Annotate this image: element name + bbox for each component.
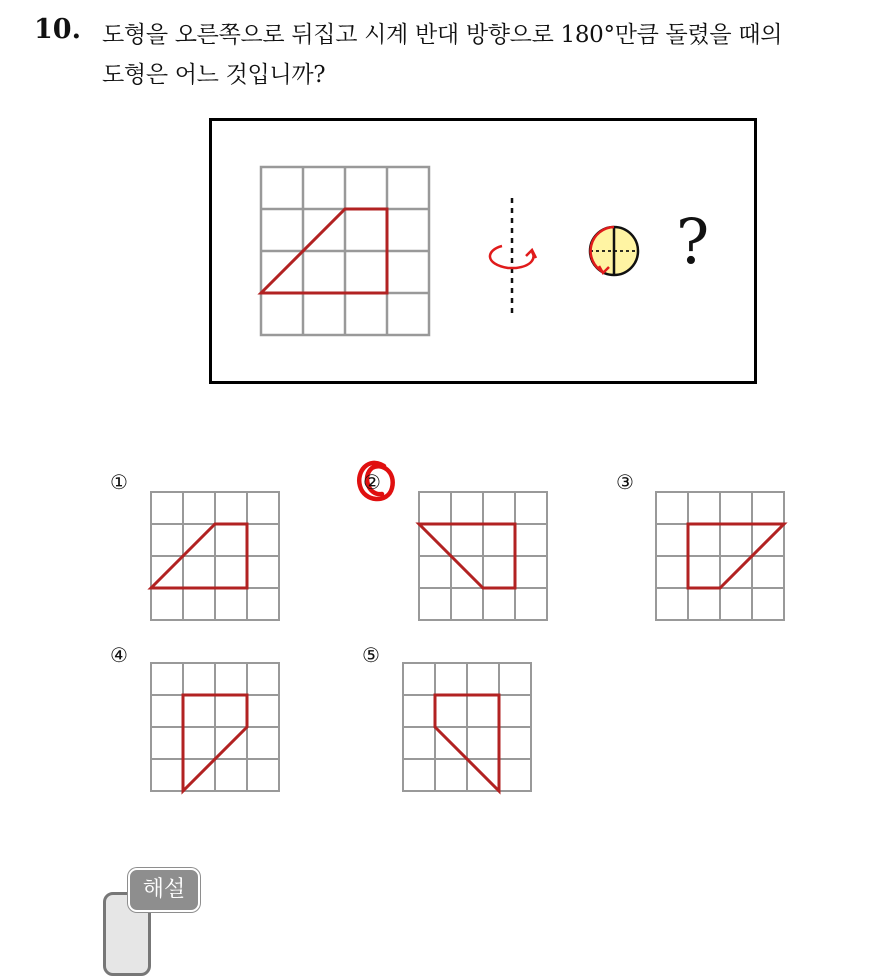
question-text-line2: 도형은 어느 것입니까? [102, 62, 326, 88]
choice-2-grid[interactable] [418, 491, 550, 623]
choice-3-label[interactable]: ③ [616, 470, 634, 494]
choice-2-label[interactable]: ② [363, 470, 381, 494]
question-number: 10. [34, 14, 81, 45]
choice-3-grid[interactable] [655, 491, 787, 623]
choice-4-label[interactable]: ④ [110, 643, 128, 667]
choice-4-grid[interactable] [150, 662, 282, 794]
question-mark: ? [676, 205, 710, 278]
choice-1-label[interactable]: ① [110, 470, 128, 494]
flip-right-icon [482, 196, 542, 321]
choice-5-label[interactable]: ⑤ [362, 643, 380, 667]
rotate-180-ccw-icon [585, 221, 641, 291]
original-shape-grid [260, 166, 432, 338]
question-text-line1: 도형을 오른쪽으로 뒤집고 시계 반대 방향으로 180°만큼 돌렸을 때의 [102, 22, 783, 48]
choice-1-grid[interactable] [150, 491, 282, 623]
figure-box [209, 118, 757, 384]
explanation-button[interactable] [100, 868, 210, 978]
explanation-button-label[interactable]: 해설 [128, 868, 200, 912]
choice-5-grid[interactable] [402, 662, 534, 794]
